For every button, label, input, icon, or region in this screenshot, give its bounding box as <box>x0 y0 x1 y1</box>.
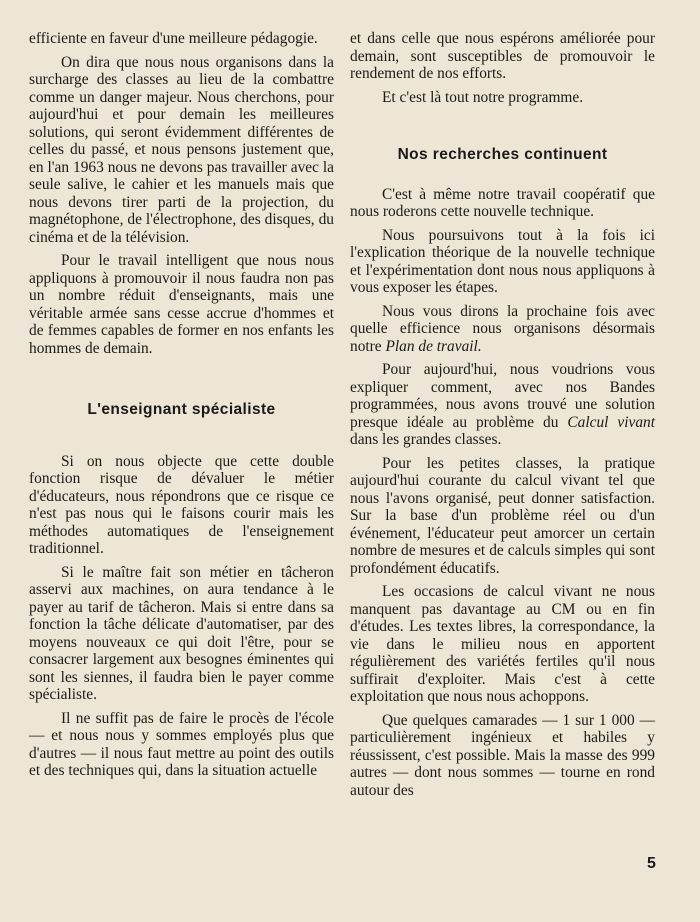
section-heading-enseignant-specialiste: L'enseignant spécialiste <box>87 401 276 418</box>
emphasis-calcul-vivant: Calcul vivant <box>567 413 655 431</box>
paragraph: Si le maître fait son métier en tâcheron asservi aux machines, on aura tendance à le payer au tarif de tâcheron. Mais si entre dans sa fonction la tâche délicate d'automatiser, par des moyens nouveaux ce qui doit l'être, pour se consacrer largement aux besognes éminentes qui sont les siennes, il faudra bien le payer comme spécialiste. <box>29 563 334 703</box>
paragraph: Pour le travail intelligent que nous nous appliquons à promouvoir il nous faudra non pas un nombre réduit d'enseignants, mais une véritable armée sans cesse accrue d'hommes et de femmes capables de former en nos enfants les hommes de demain. <box>29 252 334 357</box>
paragraph: et dans celle que nous espérons améliorée pour demain, sont susceptibles de promouvoir le rendement de nos efforts. <box>350 30 655 82</box>
paragraph: Il ne suffit pas de faire le procès de l'école — et nous nous y sommes employés plus que d'autres — il nous faut mettre au point des outils et des techniques qui, dans la situation actuelle <box>29 709 334 779</box>
section-heading-nos-recherches: Nos recherches continuent <box>397 146 608 163</box>
paragraph <box>350 303 655 356</box>
page-number: 5 <box>647 855 656 872</box>
paragraph: efficiente en faveur d'une meilleure pédagogie. <box>29 30 318 47</box>
paragraph-text: Nous vous dirons la prochaine fois avec quelle efficience nous organisons désormais notre <box>350 302 655 355</box>
emphasis-plan-de-travail: Plan de travail. <box>385 337 482 355</box>
right-column <box>350 30 655 805</box>
left-column <box>29 30 334 786</box>
paragraph-text: Pour aujourd'hui, nous voudrions vous expliquer comment, avec nos Bandes programmées, nous avons trouvé une solution presque idéale au problème du <box>350 361 655 431</box>
paragraph <box>350 361 655 449</box>
paragraph: Et c'est là tout notre programme. <box>382 88 584 106</box>
paragraph-text: dans les grandes classes. <box>350 431 502 448</box>
paragraph: Pour les petites classes, la pratique aujourd'hui courante du calcul vivant tel que nous l'avons organisé, peut donner satisfaction. Sur la base d'un problème réel ou d'un événement, l'éducateur peut amorcer un certain nombre de mesures et de calculs simples qui sont profondément éducatifs. <box>350 454 655 577</box>
paragraph: C'est à même notre travail coopératif que nous roderons cette nouvelle technique. <box>350 185 655 220</box>
paragraph: Les occasions de calcul vivant ne nous manquent pas davantage au CM ou en fin d'études. Les textes libres, la correspondance, la vie dans le milieu nous en apportent régulièrement des variétés fertiles qu'il nous suffirait d'exploiter. Mais c'est à cette exploitation que nous nous achoppons. <box>350 583 655 705</box>
paragraph: Que quelques camarades — 1 sur 1 000 — particulièrement ingénieux et habiles y réussissent, c'est possible. Mais la masse des 999 autres — dont nous sommes — tourne en rond autour des <box>350 711 655 799</box>
paragraph: Nous poursuivons tout à la fois ici l'explication théorique de la nouvelle technique et l'expérimentation dont nous nous appliquons à vous exposer les étapes. <box>350 226 655 296</box>
paragraph: Si on nous objecte que cette double fonction risque de dévaluer le métier d'éducateurs, nous répondrons que ce risque ce n'est pas nous qui le faisons courir mais les méthodes automatiques de l'enseignement traditionnel. <box>29 452 334 557</box>
paragraph: On dira que nous nous organisons dans la surcharge des classes au lieu de la combattre comme un danger majeur. Nous cherchons, pour aujourd'hui et pour demain les meilleures solutions, qui seront évidemment différentes de celles du passé, et nous pensons justement que, en l'an 1963 nous ne devons pas travailler avec la seule salive, le cahier et les manuels mais que nous devons tirer parti de la projection, du magnétophone, de l'électrophone, des disques, du cinéma et de la télévision. <box>29 53 334 246</box>
